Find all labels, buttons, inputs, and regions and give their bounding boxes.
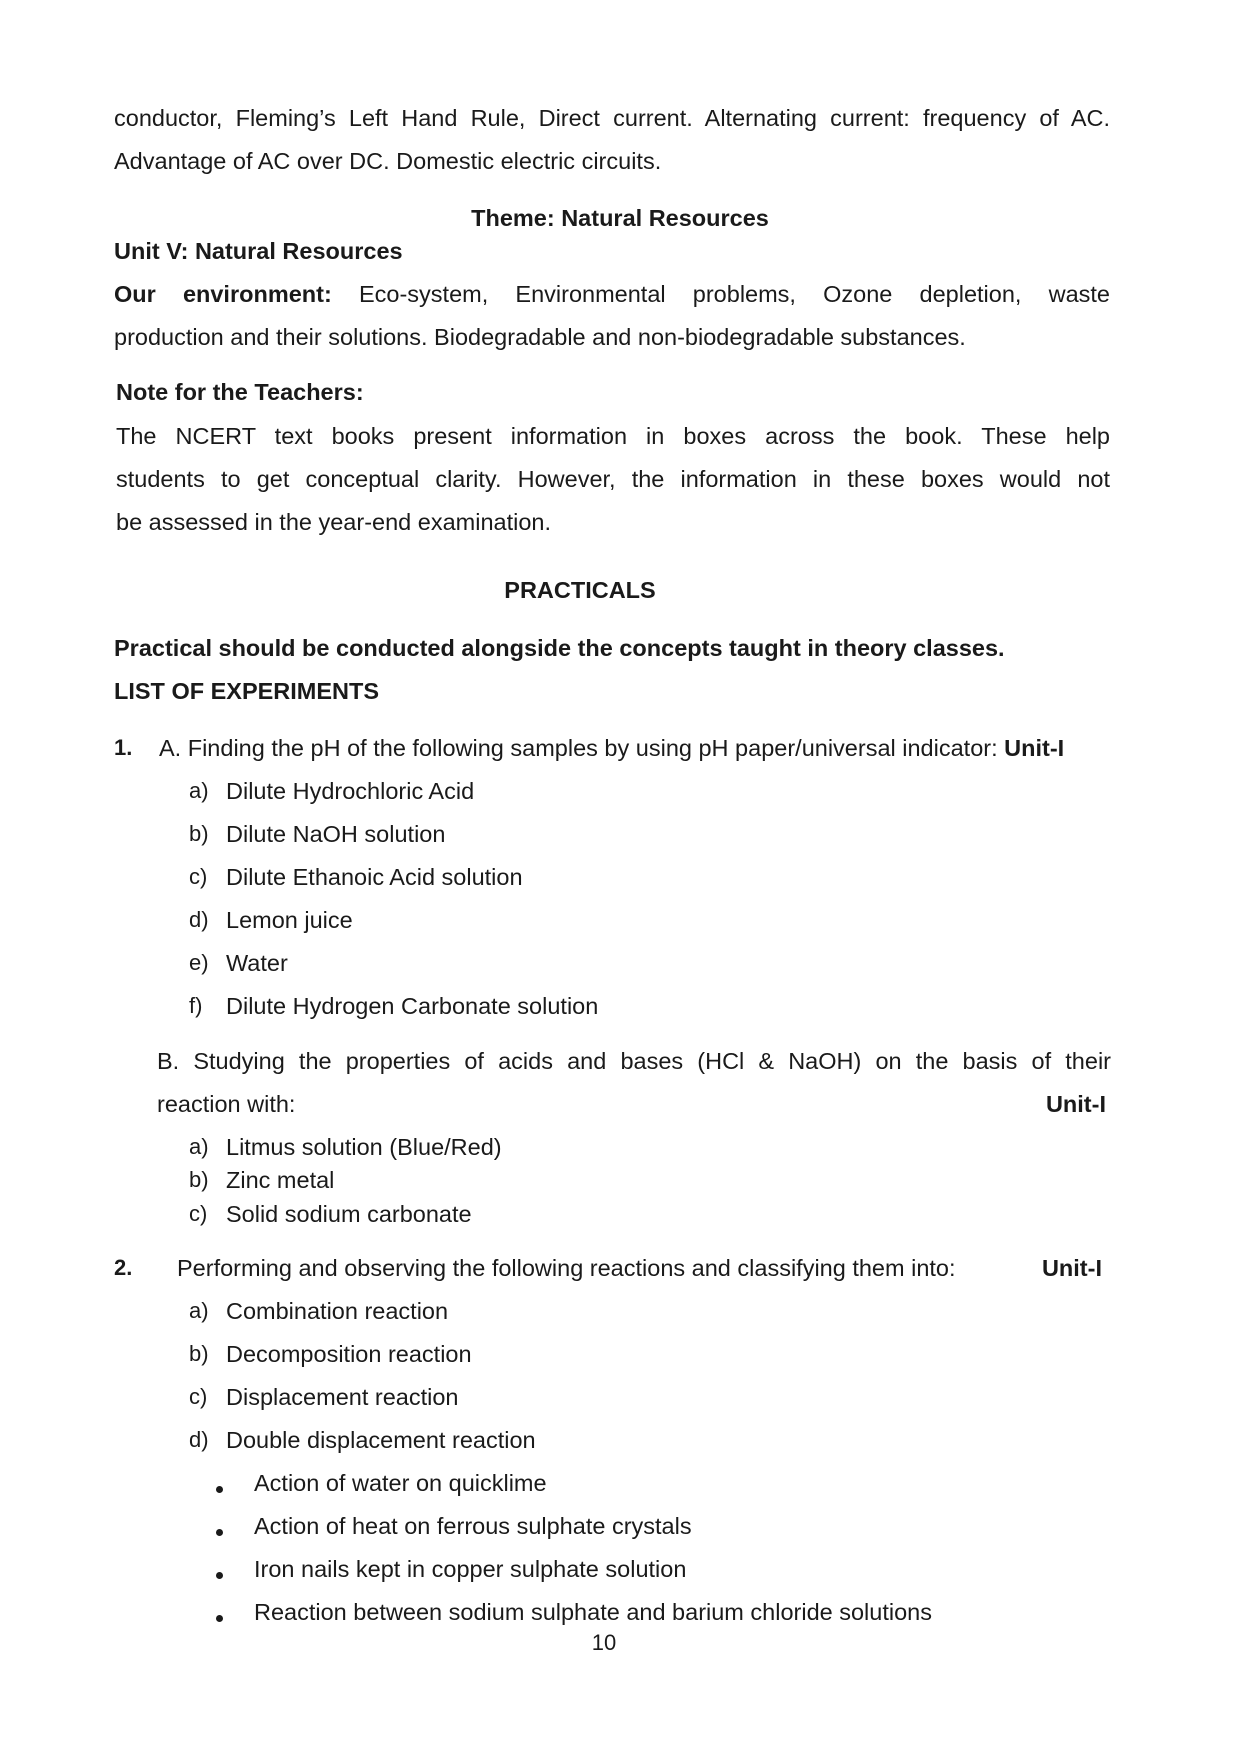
exp1-a-marker: d)	[189, 907, 209, 932]
exp1-a-item: Dilute NaOH solution	[226, 821, 446, 847]
environment-line-1	[114, 279, 1110, 309]
exp1-a-marker: a)	[189, 778, 209, 803]
bullet-icon	[216, 1486, 223, 1493]
exp1-b-line-1: B. Studying the properties of acids and bases (HCl & NaOH) on the basis of their	[157, 1048, 1111, 1074]
exp2-item: Combination reaction	[226, 1298, 449, 1324]
exp1-a-marker: b)	[189, 821, 209, 846]
exp1-a-marker: e)	[189, 950, 209, 975]
exp2-marker: d)	[189, 1427, 209, 1452]
exp1-b-item: Zinc metal	[226, 1167, 335, 1193]
exp1-a-marker: f)	[189, 993, 203, 1018]
note-heading: Note for the Teachers:	[116, 379, 364, 405]
exp1-b-marker: c)	[189, 1201, 208, 1226]
exp2-item: Double displacement reaction	[226, 1427, 536, 1453]
practicals-heading: PRACTICALS	[504, 577, 656, 603]
intro-line-2: Advantage of AC over DC. Domestic electric circuits.	[114, 148, 662, 174]
exp2-bullet-item: Reaction between sodium sulphate and barium chloride solutions	[254, 1599, 932, 1625]
environment-text: Eco-system, Environmental problems, Ozone depletion, waste	[358, 281, 1110, 307]
exp2-unit: Unit-I	[1041, 1255, 1102, 1281]
exp1-a-item: Lemon juice	[226, 907, 353, 933]
practicals-note: Practical should be conducted alongside the concepts taught in theory classes.	[114, 635, 1005, 661]
exp1-a-text: A. Finding the pH of the following samples by using pH paper/universal indicator: Unit-I	[159, 735, 1065, 761]
exp1-b-item: Solid sodium carbonate	[226, 1201, 472, 1227]
exp1-a-item: Dilute Hydrochloric Acid	[226, 778, 475, 804]
exp2-marker: b)	[189, 1341, 209, 1366]
theme-heading: Theme: Natural Resources	[471, 205, 769, 231]
exp1-a-marker: c)	[189, 864, 208, 889]
note-line-2: students to get conceptual clarity. However, the information in these boxes would not	[116, 466, 1110, 492]
exp2-bullet-item: Action of heat on ferrous sulphate crystals	[254, 1513, 692, 1539]
exp2-item: Decomposition reaction	[226, 1341, 472, 1367]
experiments-heading: LIST OF EXPERIMENTS	[114, 678, 380, 704]
exp1-a-item: Dilute Hydrogen Carbonate solution	[226, 993, 599, 1019]
bullet-icon	[216, 1529, 223, 1536]
exp2-bullet-item: Iron nails kept in copper sulphate solution	[254, 1556, 687, 1582]
note-line-1: The NCERT text books present information in boxes across the book. These help	[116, 423, 1110, 449]
bullet-icon	[216, 1572, 223, 1579]
environment-line-2: production and their solutions. Biodegradable and non-biodegradable substances.	[114, 324, 966, 350]
unit-heading: Unit V: Natural Resources	[114, 238, 403, 264]
exp1-b-line-2: reaction with:	[157, 1091, 296, 1117]
exp1-number: 1.	[114, 735, 133, 760]
page-number: 10	[591, 1630, 617, 1655]
exp2-item: Displacement reaction	[226, 1384, 459, 1410]
exp1-a-item: Dilute Ethanoic Acid solution	[226, 864, 523, 890]
note-line-3: be assessed in the year-end examination.	[116, 509, 552, 535]
exp2-number: 2.	[114, 1255, 133, 1280]
exp1-b-item: Litmus solution (Blue/Red)	[226, 1134, 502, 1160]
environment-label: Our environment:	[114, 281, 332, 307]
intro-line-1: conductor, Fleming’s Left Hand Rule, Direct current. Alternating current: frequency of AC.	[114, 105, 1110, 131]
exp1-a-unit: Unit-I	[1004, 735, 1065, 761]
exp1-a-item: Water	[226, 950, 288, 976]
exp1-b-unit: Unit-I	[1045, 1091, 1106, 1117]
exp2-marker: a)	[189, 1298, 209, 1323]
bullet-icon	[216, 1615, 223, 1622]
exp2-bullet-item: Action of water on quicklime	[254, 1470, 547, 1496]
exp2-marker: c)	[189, 1384, 208, 1409]
exp1-b-marker: b)	[189, 1167, 209, 1192]
exp1-b-marker: a)	[189, 1134, 209, 1159]
exp2-text: Performing and observing the following reactions and classifying them into:	[177, 1255, 956, 1281]
